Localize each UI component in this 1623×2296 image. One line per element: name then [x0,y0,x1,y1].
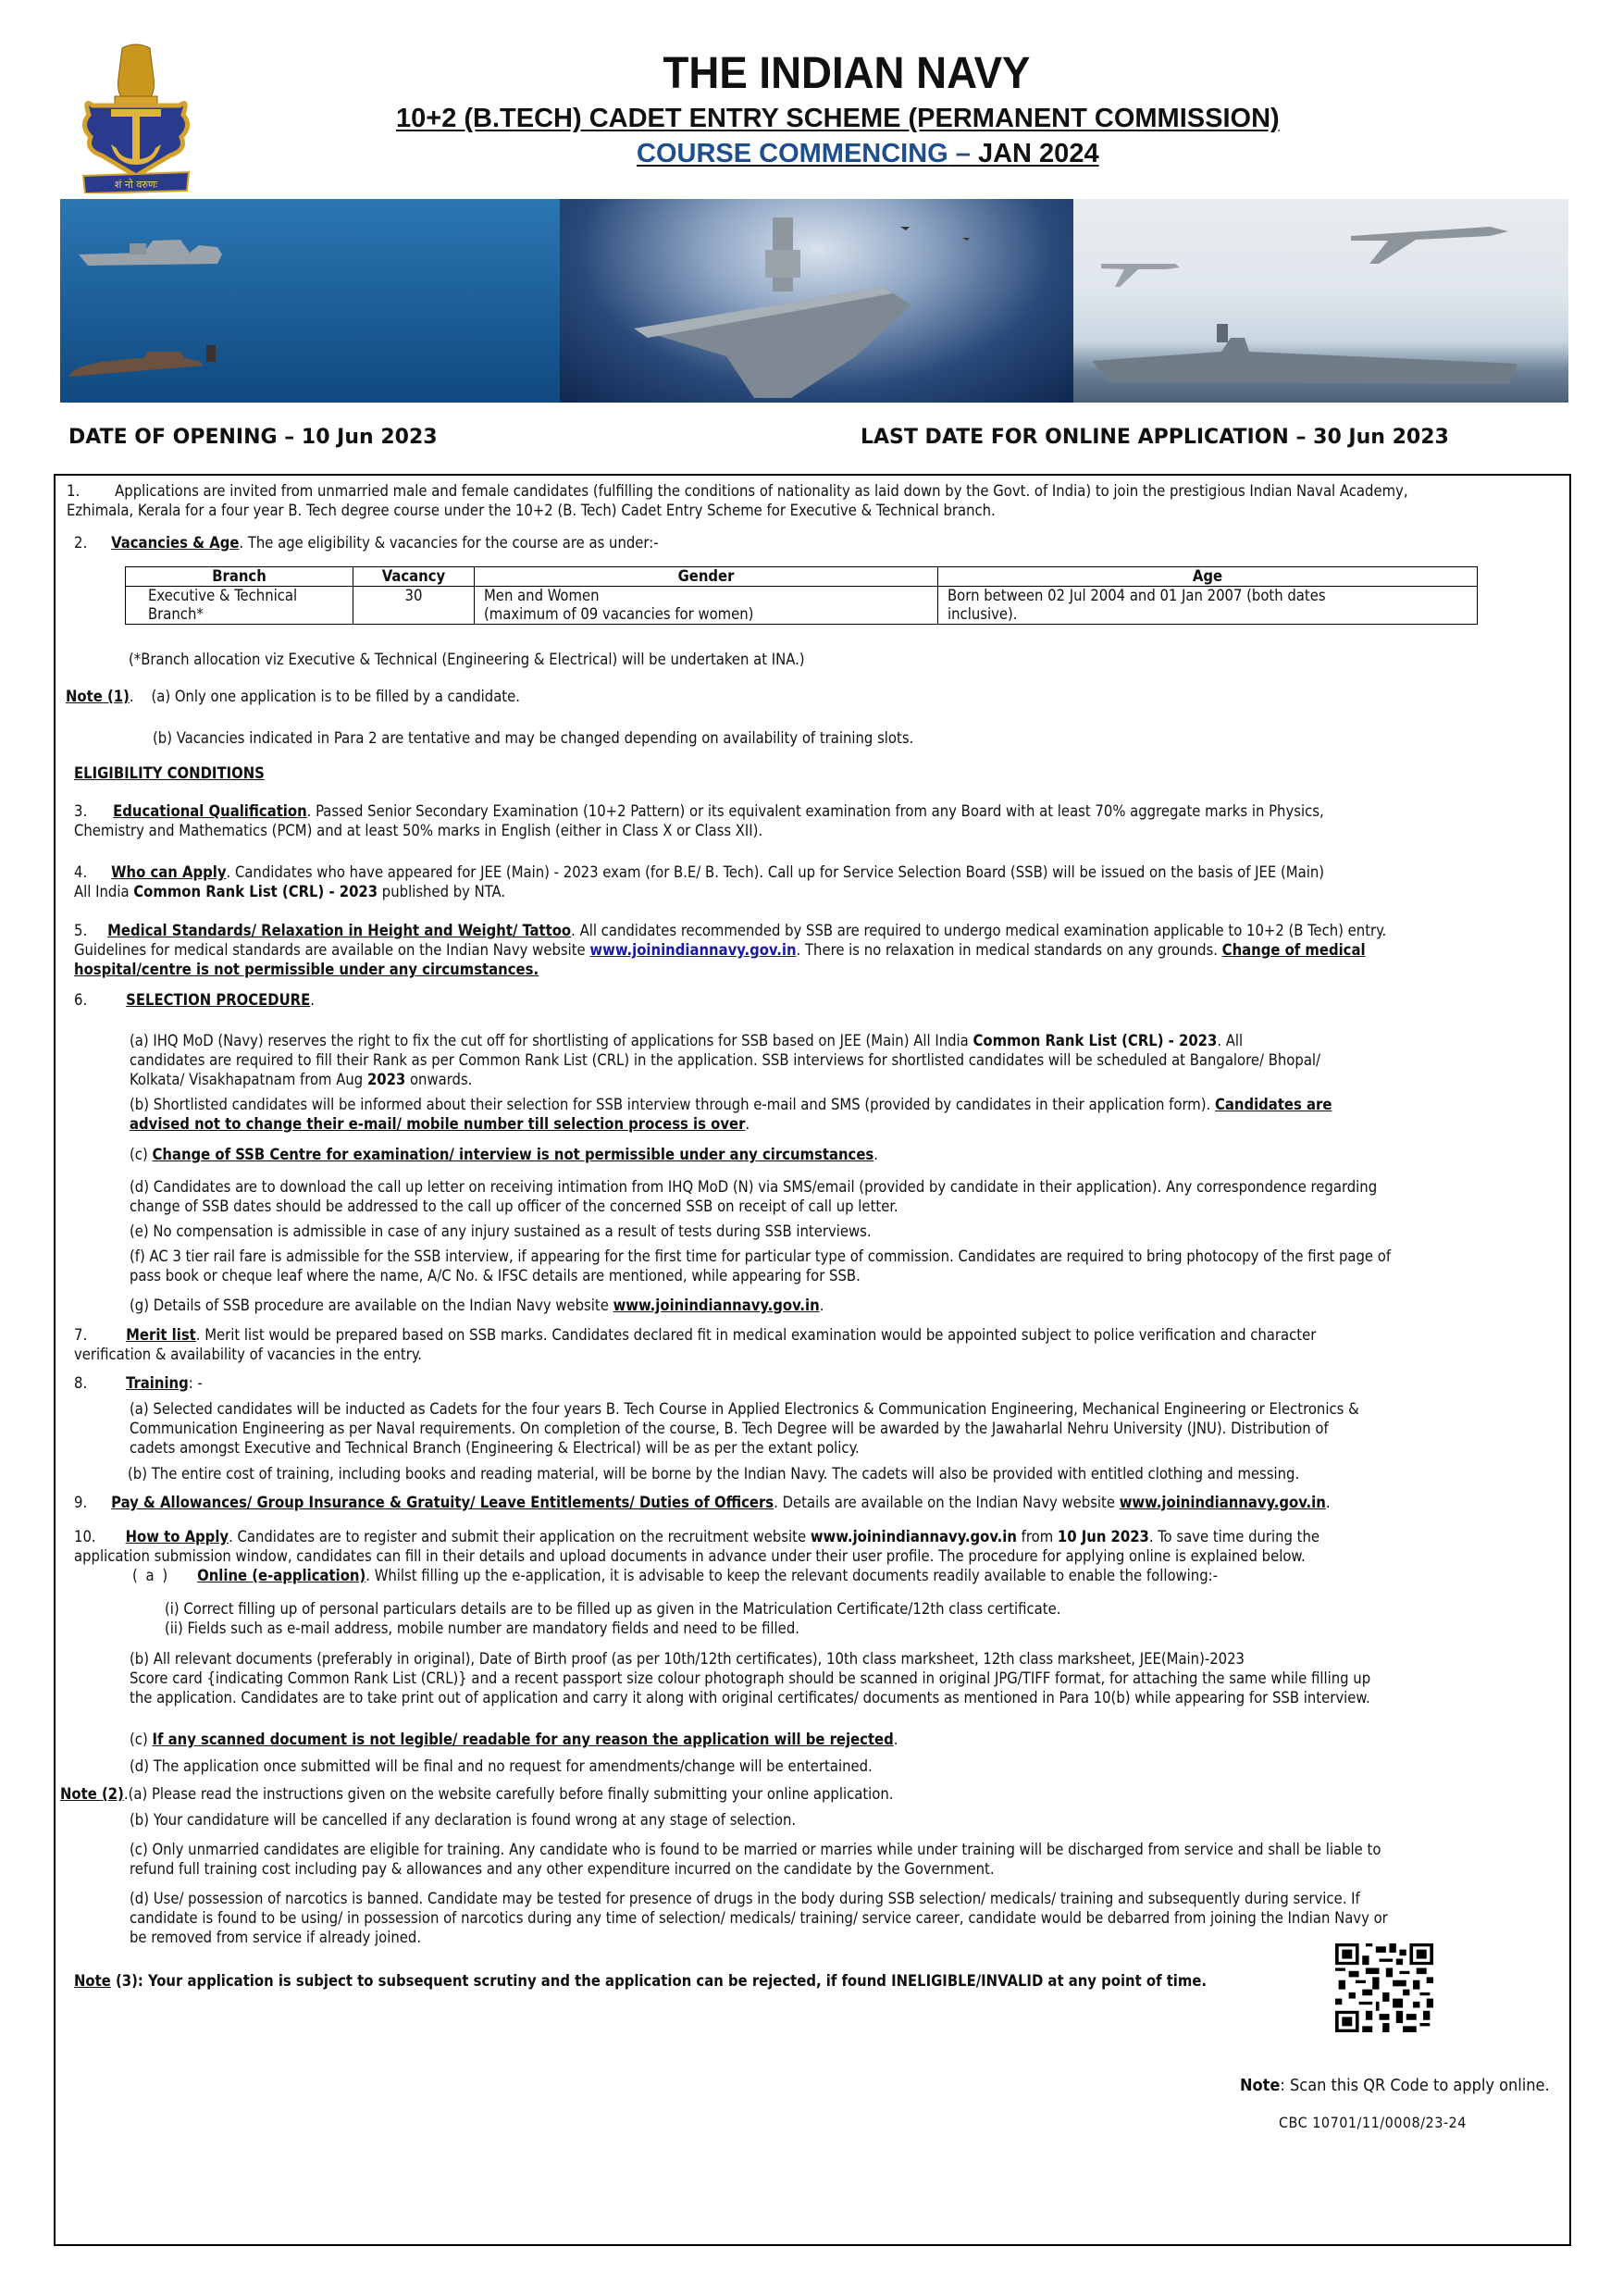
para-7-line-1 [74,1325,1316,1345]
note-2-a-text: (a) Please read the instructions given on the website carefully before finally submitting your online application. [128,1785,894,1803]
para-6a-line-3 [130,1070,472,1089]
para-10-line-1 [74,1527,1319,1546]
para-6d-line-2: change of SSB dates should be addressed to the call up officer of the concerned SSB on receipt of call up letter. [130,1198,898,1215]
col-header-age: Age [938,567,1478,587]
para-7-number: 7. [74,1326,88,1344]
para-4-text: . Candidates who have appeared for JEE (Main) - 2023 exam (for B.E/ B. Tech). Call up for Service Selection Board (SSB) will be issued on the basis of JEE (Main) [226,863,1325,881]
fighter-jets-destroyer-photo [1073,199,1568,403]
para-6c-prefix: (c) [130,1146,153,1163]
para-6c-bold: Change of SSB Centre for examination/ interview is not permissible under any circumstances [152,1146,874,1163]
pay-details-link[interactable]: www.joinindiannavy.gov.in [1119,1494,1326,1511]
para-5-text: . All candidates recommended by SSB are required to undergo medical examination applicable to 10+2 (B Tech) entry. [571,922,1387,939]
note-2-label: Note (2) [60,1785,124,1803]
para-10-number: 10. [74,1528,96,1545]
para-8-heading-line [74,1373,203,1393]
age-line-2: inclusive). [948,605,1018,623]
para-5-number: 5. [74,922,88,939]
how-to-apply-heading: How to Apply [125,1528,229,1545]
cell-age [938,587,1478,625]
para-6c: (c) Change of SSB Centre for examination/ interview is not permissible under any circumstances. [130,1146,878,1163]
course-dash: – [948,139,978,168]
page-title: THE INDIAN NAVY [663,49,1031,98]
para-3-number: 3. [74,802,88,820]
vacancy-age-table [125,566,1478,625]
note-2-d-line-1: (d) Use/ possession of narcotics is banned. Candidate may be tested for presence of drugs in the body during SSB selection/ medicals/ training and subsequently during service. If [130,1890,1360,1907]
para-6a-text: (a) IHQ MoD (Navy) reserves the right to fix the cut off for shortlisting of applications for SSB based on JEE (Main) All India [130,1032,973,1049]
para-10a-prefix: ( a ) [132,1567,170,1584]
para-9: 9. Pay & Allowances/ Group Insurance & Gratuity/ Leave Entitlements/ Duties of Officers. Details are available on the Indian Navy website www.joinindiannavy.gov.in. [74,1494,1331,1511]
navy-photo-banner [60,199,1568,403]
qr-code-icon [1335,1943,1433,2032]
cbc-reference-number: CBC 10701/11/0008/23-24 [1279,2114,1467,2131]
para-6a-line-2: candidates are required to fill their Rank as per Common Rank List (CRL) in the application. SSB interviews for shortlisted candidates will be scheduled at Bangalore/ Bhopal/ [130,1051,1321,1069]
para-5-heading: Medical Standards/ Relaxation in Height and Weight/ Tattoo [107,922,572,939]
age-line-1: Born between 02 Jul 2004 and 01 Jan 2007 (both dates [948,587,1326,604]
para-9-text: . Details are available on the Indian Navy website [774,1494,1120,1511]
para-10c: (c) If any scanned document is not legible/ readable for any reason the application will be rejected. [130,1731,898,1748]
merit-list-heading: Merit list [126,1326,196,1344]
para-6g-text: (g) Details of SSB procedure are available on the Indian Navy website [130,1297,613,1314]
course-label: COURSE COMMENCING [637,139,948,168]
para-5-line-3: hospital/centre is not permissible under any circumstances. [74,961,539,978]
para-7-line-2: verification & availability of vacancies in the entry. [74,1346,422,1363]
col-header-vacancy: Vacancy [353,567,475,587]
para-6-heading-line: 6. SELECTION PROCEDURE. [74,991,315,1009]
para-1-line-2: Ezhimala, Kerala for a four year B. Tech degree course under the 10+2 (B. Tech) Cadet Entry Scheme for Executive & Technical branch. [67,502,996,519]
para-8-number: 8. [74,1374,88,1392]
col-header-gender: Gender [475,567,938,587]
crl-2023-bold: Common Rank List (CRL) - 2023 [133,883,378,900]
note-2-c-line-1: (c) Only unmarried candidates are eligible for training. Any candidate who is found to be married or marries while under training will be discharged from service and shall be liable to [130,1841,1381,1858]
qr-scan-note [1240,2076,1550,2095]
para-4-number: 4. [74,863,88,881]
cell-branch [126,587,353,625]
para-4-line-2-start: All India [74,883,134,900]
para-10b-line-2: Score card {indicating Common Rank List (CRL)} and a recent passport size colour photograph should be scanned in original JPG/TIFF format, for attaching the same while filling up [130,1669,1371,1687]
para-6b-line-2: advised not to change their e-mail/ mobile number till selection process is over. [130,1115,750,1133]
para-7-text: . Merit list would be prepared based on SSB marks. Candidates declared fit in medical examination would be appointed subject to police verification and character [195,1326,1317,1344]
para-10a-text: . Whilst filling up the e-application, it is advisable to keep the relevant documents readily available to enable the following:- [365,1567,1219,1584]
para-10-text-b: from [1016,1528,1058,1545]
training-heading: Training [126,1374,189,1392]
para-8a-line-1: (a) Selected candidates will be inducted as Cadets for the four years B. Tech Course in Applied Electronics & Communication Engineering, Mechanical Engineering or Electronics & [130,1400,1359,1418]
selection-procedure-heading: SELECTION PROCEDURE [126,991,311,1009]
para-6a-end: . All [1217,1032,1244,1049]
para-4-line-2-end: published by NTA. [378,883,506,900]
crl-bold: Common Rank List (CRL) - 2023 [973,1032,1218,1049]
para-6a-line-3-end: onwards. [405,1071,473,1088]
para-6-number: 6. [74,991,88,1009]
para-10c-prefix: (c) [130,1731,153,1748]
note-2-c-line-2: refund full training cost including pay & allowances and any other expenditure incurred on the candidate by the Government. [130,1860,995,1878]
apply-online-qr-code[interactable] [1335,1943,1433,2032]
aircraft-carrier-photo [560,199,1073,403]
para-6b-text: (b) Shortlisted candidates will be informed about their selection for SSB interview through e-mail and SMS (provided by candidates in their application form). [130,1096,1215,1113]
cell-gender [475,587,938,625]
note-1-a: Note (1). (a) Only one application is to be filled by a candidate. [66,688,520,705]
para-6f-line-1: (f) AC 3 tier rail fare is admissible for the SSB interview, if appearing for the first time for particular type of commission. Candidates are required to bring photocopy of the first page of [130,1247,1392,1265]
para-10-text-c: . To save time during the [1148,1528,1320,1545]
last-date-online-application: LAST DATE FOR ONLINE APPLICATION – 30 Jun 2023 [861,426,1449,449]
course-date: JAN 2024 [977,139,1099,168]
joinindiannavy-link[interactable]: www.joinindiannavy.gov.in [589,941,797,959]
para-6b-bold: Candidates are [1214,1096,1332,1113]
online-application-heading: Online (e-application) [197,1567,366,1584]
opening-date-bold: 10 Jun 2023 [1057,1528,1149,1545]
note-1-b: (b) Vacancies indicated in Para 2 are tentative and may be changed depending on availability of training slots. [153,729,914,747]
branch-allocation-note: (*Branch allocation viz Executive & Technical (Engineering & Electrical) will be undertaken at INA.) [129,651,805,668]
para-8a-line-3: cadets amongst Executive and Technical Branch (Engineering & Electrical) will be as per the extant policy. [130,1439,860,1457]
warship-submarine-photo [60,199,560,403]
para-2-vacancies-age [74,533,659,552]
year-bold: 2023 [366,1071,406,1088]
change-medical-bold: Change of medical [1221,941,1366,959]
date-of-opening: DATE OF OPENING – 10 Jun 2023 [68,426,438,449]
para-6a-line-1 [130,1031,1243,1050]
pay-allowances-heading: Pay & Allowances/ Group Insurance & Gratuity/ Leave Entitlements/ Duties of Officers [111,1494,774,1511]
para-10-line-2: application submission window, candidates can fill in their details and upload documents in advance under their user profile. The procedure for applying online is explained below. [74,1547,1306,1565]
cell-vacancy: 30 [353,587,475,625]
para-10d: (d) The application once submitted will be final and no request for amendments/change will be entertained. [130,1757,873,1775]
para-10-text-a: . Candidates are to register and submit their application on the recruitment website [229,1528,811,1545]
para-3-heading: Educational Qualification [113,802,307,820]
para-6g: (g) Details of SSB procedure are available on the Indian Navy website www.joinindiannavy.gov.in. [130,1297,824,1314]
note-3-text: : Your application is subject to subsequent scrutiny and the application can be rejected, if found INELIGIBLE/INVALID at any point of time. [137,1972,1208,1990]
note-1-a-text: (a) Only one application is to be filled by a candidate. [151,688,520,705]
para-2-text: . The age eligibility & vacancies for the course are as under:- [239,534,659,552]
eligibility-conditions-heading: ELIGIBILITY CONDITIONS [74,764,265,782]
gender-line-2: (maximum of 09 vacancies for women) [484,605,754,623]
scheme-subtitle: 10+2 (B.TECH) CADET ENTRY SCHEME (PERMANENT COMMISSION) [396,104,1280,133]
para-2-heading: Vacancies & Age [111,534,240,552]
table-row [126,587,1478,625]
para-5-line-2-start: Guidelines for medical standards are available on the Indian Navy website [74,941,590,959]
note-3-number: (3) [110,1972,138,1990]
para-8a-line-2: Communication Engineering as per Naval requirements. On completion of the course, B. Tech Degree will be awarded by the Jawaharlal Nehru University (JNU). Distribution of [130,1420,1329,1437]
para-10b-line-3: the application. Candidates are to take print out of application and carry it along with original certificates/ documents as mentioned in Para 10(b) while appearing for SSB interview. [130,1689,1370,1706]
para-3-line-2: Chemistry and Mathematics (PCM) and at least 50% marks in English (either in Class X or Class XII). [74,822,763,839]
gender-line-1: Men and Women [484,587,600,604]
table-header-row [126,567,1478,587]
note-2-d-line-2: candidate is found to be using/ in possession of narcotics during any time of selection/ medicals/ training/ service career, candidate would be debarred from joining the Indian Navy or [130,1909,1388,1927]
para-4-line-1 [74,863,1324,882]
para-9-number: 9. [74,1494,88,1511]
para-4-line-2 [74,882,505,901]
branch-line-2: Branch* [148,605,204,623]
para-3-line-1 [74,801,1324,821]
ssb-procedure-link[interactable]: www.joinindiannavy.gov.in [613,1297,820,1314]
para-6b-bold-2: advised not to change their e-mail/ mobile number till selection process is over [130,1115,746,1133]
para-10a-ii: (ii) Fields such as e-mail address, mobile number are mandatory fields and need to be filled. [165,1620,799,1637]
para-6e: (e) No compensation is admissible in case of any injury sustained as a result of tests during SSB interviews. [130,1222,872,1240]
logo-motto: शं नो वरुणः [114,179,158,191]
scanned-document-warning: If any scanned document is not legible/ readable for any reason the application will be rejected [152,1731,894,1748]
para-6f-line-2: pass book or cheque leaf where the name, A/C No. & IFSC details are mentioned, while appearing for SSB. [130,1267,861,1285]
note-1-label: Note (1) [66,688,130,705]
note-2-b: (b) Your candidature will be cancelled if any declaration is found wrong at any stage of selection. [130,1811,797,1829]
note-2-d-line-3: be removed from service if already joined. [130,1929,422,1946]
recruitment-website[interactable]: www.joinindiannavy.gov.in [810,1528,1017,1545]
col-header-branch: Branch [126,567,353,587]
course-commencing [637,139,1099,169]
para-10a [132,1566,1218,1585]
qr-note-text: : Scan this QR Code to apply online. [1280,2076,1550,2095]
para-3-text: . Passed Senior Secondary Examination (10+2 Pattern) or its equivalent examination from any Board with at least 70% aggregate marks in Physics, [306,802,1324,820]
branch-line-1: Executive & Technical [148,587,298,604]
training-suffix: : - [188,1374,203,1392]
para-1-line-1 [67,481,1408,501]
para-6a-line-3-start: Kolkata/ Visakhapatnam from Aug [130,1071,367,1088]
para-2-number: 2. [74,534,88,552]
para-10a-i: (i) Correct filling up of personal particulars details are to be filled up as given in the Matriculation Certificate/12th class certificate. [165,1600,1061,1618]
para-5-line-2 [74,940,1366,960]
para-10b-line-1: (b) All relevant documents (preferably in original), Date of Birth proof (as per 10th/12th certificates), 10th class marksheet, 12th class marksheet, JEE(Main)-2023 [130,1650,1245,1668]
note-2-a: Note (2).(a) Please read the instructions given on the website carefully before finally submitting your online application. [60,1785,894,1803]
note-3-label: Note [74,1972,111,1990]
para-4-heading: Who can Apply [111,863,227,881]
para-5-line-1 [74,921,1386,940]
qr-note-label: Note [1240,2076,1281,2095]
para-5-line-2-mid: . There is no relaxation in medical standards on any grounds. [796,941,1222,959]
para-1-number: 1. [67,482,81,500]
para-6d-line-1: (d) Candidates are to download the call up letter on receiving intimation from IHQ MoD (N) via SMS/email (provided by candidate in their application). Any correspondence regarding [130,1178,1378,1196]
para-6b-line-1 [130,1095,1332,1114]
para-8b: (b) The entire cost of training, including books and reading material, will be borne by the Indian Navy. The cadets will also be provided with entitled clothing and messing. [128,1465,1300,1483]
note-3 [74,1971,1207,1991]
para-1-text: Applications are invited from unmarried male and female candidates (fulfilling the conditions of nationality as laid down by the Govt. of India) to join the prestigious Indian Naval Academy, [115,482,1408,500]
